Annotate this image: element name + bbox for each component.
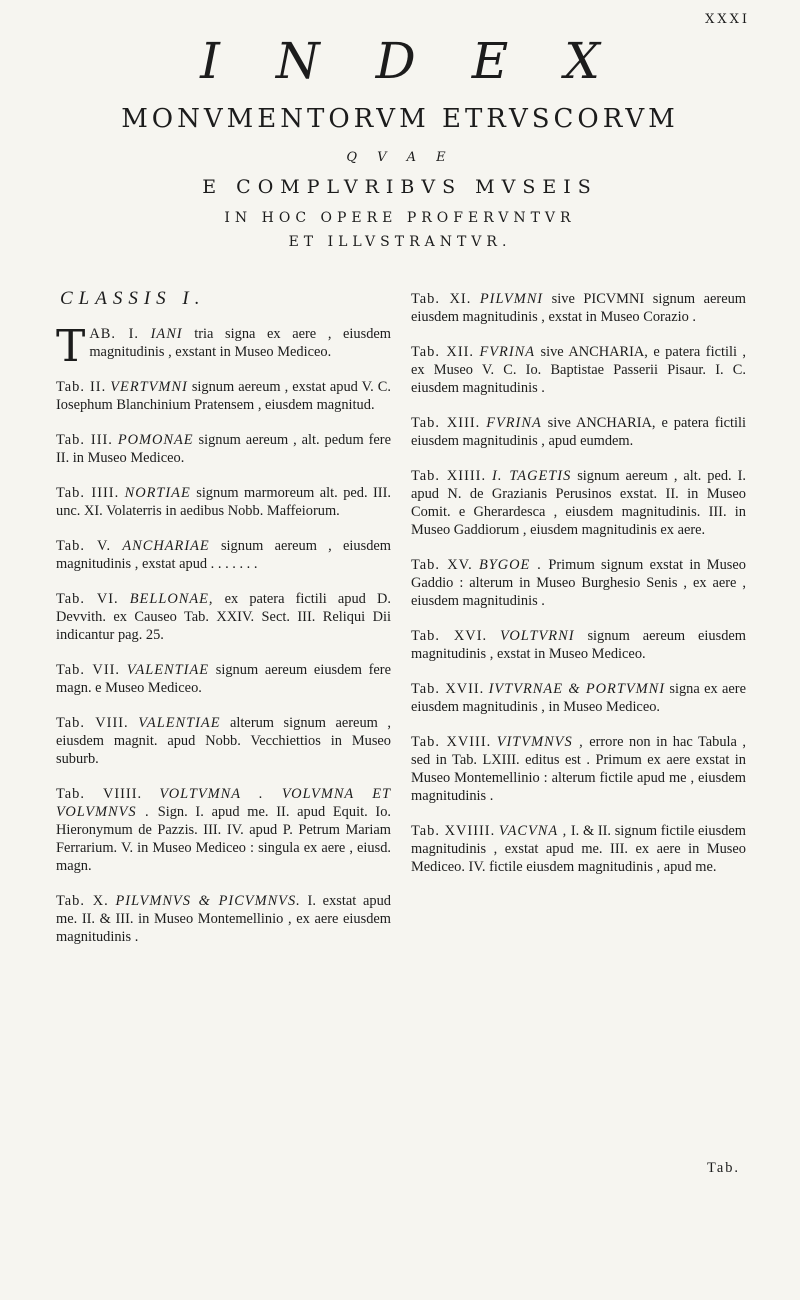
entry-name: ANCHARIAE	[122, 538, 210, 554]
entry-tab-6	[56, 590, 391, 644]
entry-name: NORTIAE	[124, 485, 191, 501]
illustrantur-line: ET ILLVSTRANTVR.	[288, 234, 512, 250]
entry-name: VITVMNVS ,	[496, 734, 584, 750]
entry-text: signa ex aere eiusdem magnitudinis , in Museo Mediceo.	[411, 681, 746, 715]
entry-tab-14	[411, 467, 746, 539]
catchword: Tab.	[707, 1160, 740, 1176]
entry-tab-5	[56, 537, 391, 573]
entry-label: Tab. XII.	[411, 344, 474, 360]
entry-text: signum aereum , alt. pedum fere II. in Museo Mediceo.	[56, 432, 391, 466]
entry-label: Tab. XIIII.	[411, 468, 487, 484]
entry-name: IANI	[150, 326, 183, 342]
entry-name: PILVMNI	[479, 291, 544, 307]
entry-tab-19	[411, 822, 746, 876]
entry-name: VACVNA ,	[498, 823, 568, 839]
entry-tab-9	[56, 785, 391, 875]
entry-text: Sign. I. apud me. II. apud Equit. Io. Hieronymum de Pazzis. III. IV. apud P. Petrum Mariam Ferrarium. V. in Museo Mediceo : singula ex aere , eiusd. magn.	[56, 804, 392, 874]
entry-text: signum marmoreum alt. ped. III. unc. XI. Volaterris in aedibus Nobb. Maffeiorum.	[56, 485, 391, 519]
entry-name: POMONAE	[117, 432, 194, 448]
entry-label: Tab. XVIIII.	[411, 823, 496, 839]
entry-text: sive ANCHARIA, e patera fictili , ex Museo V. C. Io. Baptistae Passerii Pisaur. I. C. eiusdem magnitudinis .	[411, 344, 746, 396]
entry-label: Tab. VII.	[56, 662, 121, 678]
entry-name: FVRINA	[479, 344, 536, 360]
entry-text: errore non in hac Tabula , sed in Tab. LXIII. editus est . Primum ex aere exstat in Museo Montemellinio : alterum fictile apud me , eiusdem magnitudinis .	[411, 734, 746, 804]
entry-name: FVRINA	[486, 415, 542, 431]
entry-text: signum aereum eiusdem fere magn. e Museo Mediceo.	[56, 662, 391, 696]
entry-tab-12	[411, 343, 746, 397]
entry-name: VALENTIAE	[138, 715, 221, 731]
entry-name: VOLTVRNI	[500, 628, 575, 644]
entry-name: BELLONAE,	[129, 591, 214, 607]
entry-text: signum aereum , exstat apud V. C. Iosephum Blanchinium Pratensem , eiusdem magnitud.	[56, 379, 391, 413]
index-title: INDEX	[200, 32, 656, 90]
entry-tab-13	[411, 414, 746, 450]
entry-label: Tab. VIIII.	[56, 786, 143, 802]
entry-label: Tab. V.	[56, 538, 112, 554]
opere-line: IN HOC OPERE PROFERVNTVR	[224, 210, 576, 226]
entry-text: I. & II. signum fictile eiusdem magnitudinis , exstat apud me. III. ex aere in Museo Mediceo. IV. fictile eiusdem magnitudinis , apud me.	[411, 823, 746, 875]
entry-label: Tab. XVIII.	[411, 734, 492, 750]
entry-text: tria signa ex aere , eiusdem magnitudinis , exstant in Museo Mediceo.	[89, 326, 391, 360]
entry-text: sive PICVMNI signum aereum eiusdem magnitudinis , exstat in Museo Corazio .	[411, 291, 746, 325]
entry-label: Tab. XVI.	[411, 628, 488, 644]
entry-tab-18	[411, 733, 746, 805]
entry-name: I. TAGETIS	[492, 468, 572, 484]
entry-name: VALENTIAE	[126, 662, 210, 678]
entry-label: Tab. XV.	[411, 557, 473, 573]
qvae-line: Q V A E	[346, 150, 454, 165]
subtitle: MONVMENTORVM ETRVSCORVM	[121, 104, 679, 134]
entry-label: Tab. VIII.	[56, 715, 129, 731]
page-number: XXXI	[705, 12, 750, 27]
entry-tab-10	[56, 892, 391, 946]
right-column	[411, 290, 746, 893]
entry-text: Primum signum exstat in Museo Gaddio : alterum in Museo Burghesio Senis , ex aere , eiusdem magnitudinis .	[411, 557, 746, 609]
entry-name: BYGOE .	[478, 557, 543, 573]
museis-line: E COMPLVRIBVS MVSEIS	[202, 176, 598, 198]
entry-text: ex patera fictili apud D. Devvith. ex Causeo Tab. XXIV. Sect. III. Reliqui Dii indicantur pag. 25.	[56, 591, 391, 643]
class-heading: CLASSIS I.	[60, 288, 206, 309]
entry-tab-2	[56, 378, 391, 414]
entry-label: Tab. XI.	[411, 291, 472, 307]
entry-name: IVTVRNAE & PORTVMNI	[488, 681, 666, 697]
entry-label: Tab. VI.	[56, 591, 119, 607]
entry-tab-8	[56, 714, 391, 768]
entry-tab-15	[411, 556, 746, 610]
entry-label: Tab. XIII.	[411, 415, 481, 431]
entry-tab-11	[411, 290, 746, 326]
entry-label: Tab. II.	[56, 379, 107, 395]
entry-tab-1	[56, 321, 391, 372]
entry-name: VERTVMNI	[110, 379, 188, 395]
left-column	[56, 290, 391, 963]
entry-name: VOLTVMNA . VOLVMNA ET VOLVMNVS .	[56, 786, 391, 820]
entry-tab-7	[56, 661, 391, 697]
entry-tab-4	[56, 484, 391, 520]
entry-tab-16	[411, 627, 746, 663]
entry-text: I. exstat apud me. II. & III. in Museo Montemellinio , ex aere eiusdem magnitudinis .	[56, 893, 391, 945]
entry-label: Tab. XVII.	[411, 681, 485, 697]
entry-text: alterum signum aereum , eiusdem magnit. apud Nobb. Vecchiettios in Museo suburb.	[56, 715, 391, 767]
entry-label: Tab. IIII.	[56, 485, 120, 501]
drop-cap: T	[56, 321, 86, 372]
entry-name: PILVMNVS & PICVMNVS.	[115, 893, 301, 909]
entry-tab-17	[411, 680, 746, 716]
entry-label: Tab. III.	[56, 432, 113, 448]
entry-tab-3	[56, 431, 391, 467]
entry-text: signum aereum , eiusdem magnitudinis , exstat apud . . . . . . .	[56, 538, 391, 572]
entry-text: signum aereum , alt. ped. I. apud N. de Grazianis Perusinos exstat. II. in Museo Comit. e Gherardesca , eiusdem magnitudinis. III. in Museo Gaddiorum , eiusdem magnitudinis ex aere.	[411, 468, 746, 538]
entry-label: Tab. X.	[56, 893, 109, 909]
entry-label: AB. I.	[89, 326, 139, 342]
entry-text: signum aereum eiusdem magnitudinis , exstat in Museo Mediceo.	[411, 628, 746, 662]
entry-text: sive ANCHARIA, e patera fictili eiusdem magnitudinis , apud eumdem.	[411, 415, 746, 449]
